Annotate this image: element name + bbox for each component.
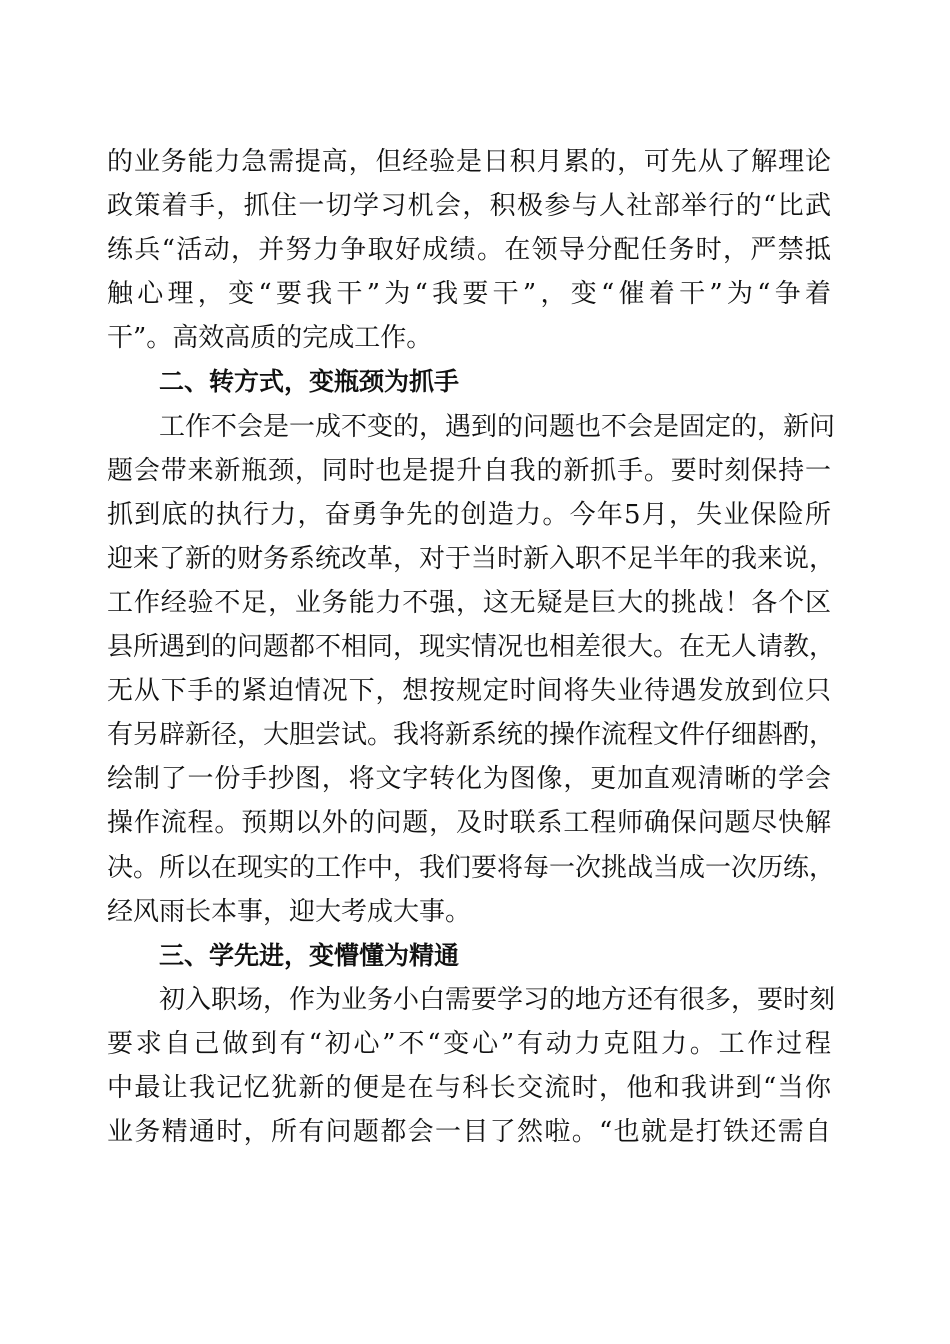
paragraph-line: 初入职场，作为业务小白需要学习的地方还有很多，要时刻 bbox=[159, 984, 836, 1015]
paragraph-line: 触心理，变“要我干”为“我要干”，变“催着干”为“争着 bbox=[107, 279, 831, 310]
paragraph-line: 迎来了新的财务系统改革，对于当时新入职不足半年的我来说， bbox=[107, 543, 836, 574]
paragraph-line: 的业务能力急需提高，但经验是日积月累的，可先从了解理论 bbox=[107, 147, 831, 177]
document-body bbox=[107, 140, 836, 1154]
paragraph-line: 无从下手的紧迫情况下，想按规定时间将失业待遇发放到位只 bbox=[107, 676, 831, 707]
paragraph-line: 要求自己做到有“初心”不“变心”有动力克阻力。工作过程 bbox=[107, 1028, 831, 1059]
paragraph-line: 干”。高效高质的完成工作。 bbox=[107, 323, 433, 354]
paragraph-line: 抓到底的执行力，奋勇争先的创造力。今年5月，失业保险所 bbox=[107, 499, 831, 530]
paragraph-line: 工作不会是一成不变的，遇到的问题也不会是固定的，新问 bbox=[159, 411, 836, 442]
paragraph-line: 业务精通时，所有问题都会一目了然啦。“也就是打铁还需自 bbox=[107, 1117, 831, 1148]
paragraph-line: 绘制了一份手抄图，将文字转化为图像，更加直观清晰的学会 bbox=[107, 764, 831, 795]
paragraph-line: 练兵“活动，并努力争取好成绩。在领导分配任务时，严禁抵 bbox=[107, 235, 831, 266]
section-heading-2: 二、转方式，变瓶颈为抓手 bbox=[159, 367, 460, 397]
paragraph-line: 工作经验不足，业务能力不强，这无疑是巨大的挑战！各个区 bbox=[107, 587, 831, 618]
paragraph-line: 操作流程。预期以外的问题，及时联系工程师确保问题尽快解 bbox=[107, 808, 831, 839]
paragraph-line: 县所遇到的问题都不相同，现实情况也相差很大。在无人请教， bbox=[107, 632, 836, 663]
paragraph-line: 中最让我记忆犹新的便是在与科长交流时，他和我讲到“当你 bbox=[107, 1072, 831, 1103]
paragraph-line: 题会带来新瓶颈，同时也是提升自我的新抓手。要时刻保持一 bbox=[107, 455, 831, 486]
section-heading-3: 三、学先进，变懵懂为精通 bbox=[159, 940, 460, 970]
paragraph-line: 经风雨长本事，迎大考成大事。 bbox=[107, 896, 472, 927]
paragraph-line: 政策着手，抓住一切学习机会，积极参与人社部举行的“比武 bbox=[107, 191, 831, 222]
paragraph-line: 有另辟新径，大胆尝试。我将新系统的操作流程文件仔细斟酌， bbox=[107, 720, 836, 751]
paragraph-line: 决。所以在现实的工作中，我们要将每一次挑战当成一次历练， bbox=[107, 852, 836, 883]
